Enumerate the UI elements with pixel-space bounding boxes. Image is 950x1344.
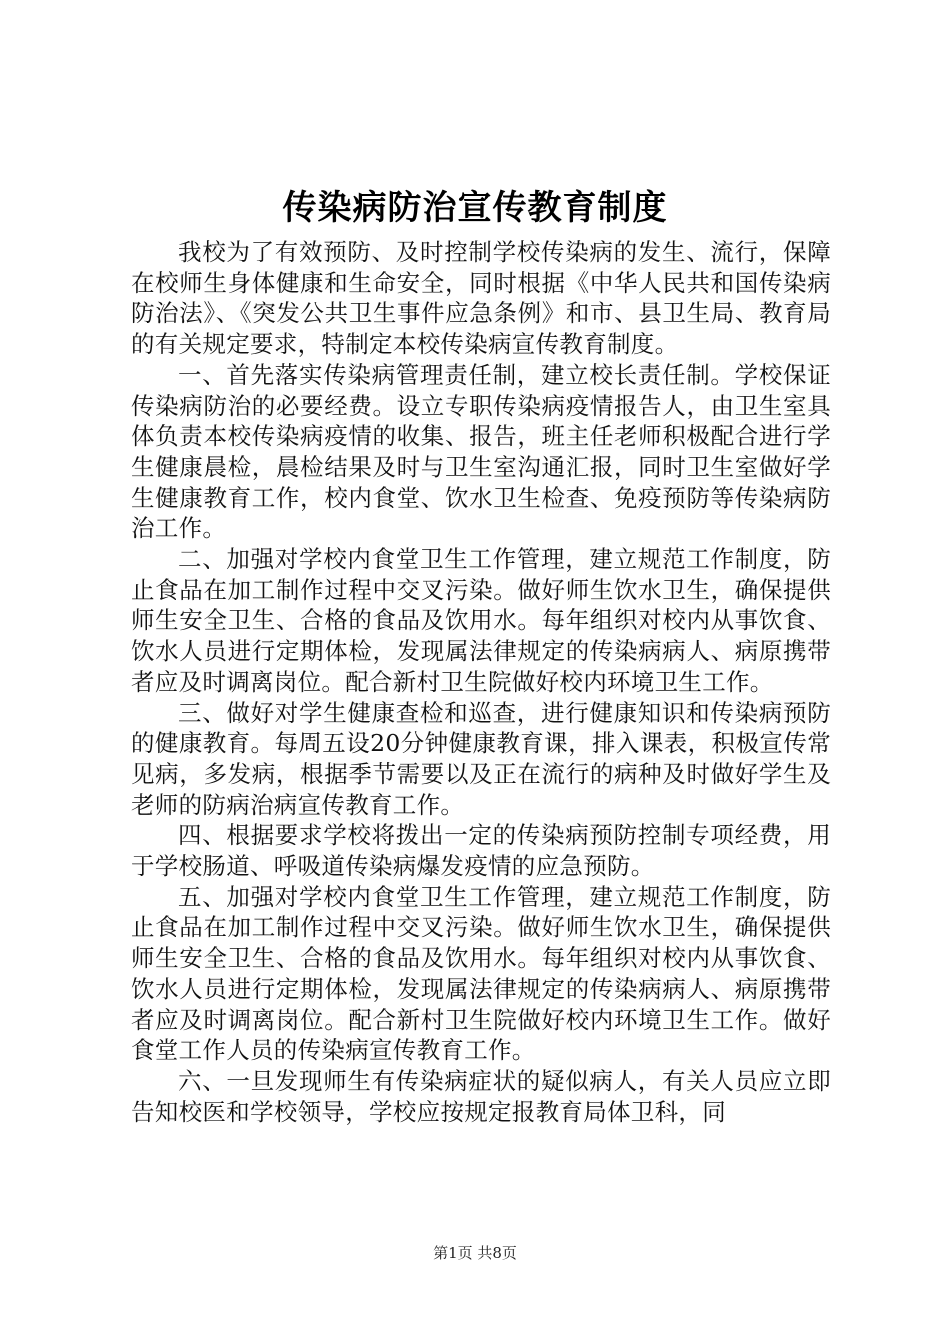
paragraph-item-1: 一、首先落实传染病管理责任制，建立校长责任制。学校保证传染病防治的必要经费。设立专职传染病疫情报告人，由卫生室具体负责本校传染病疫情的收集、报告，班主任老师积极配合进行学生健康晨检，晨检结果及时与卫生室沟通汇报，同时卫生室做好学生健康教育工作，校内食堂、饮水卫生检查、免疫预防等传染病防治工作。	[131, 360, 831, 543]
paragraph-item-5: 五、加强对学校内食堂卫生工作管理，建立规范工作制度，防止食品在加工制作过程中交叉污染。做好师生饮水卫生，确保提供师生安全卫生、合格的食品及饮用水。每年组织对校内从事饮食、饮水人员进行定期体检，发现属法律规定的传染病病人、病原携带者应及时调离岗位。配合新村卫生院做好校内环境卫生工作。做好食堂工作人员的传染病宣传教育工作。	[131, 882, 831, 1065]
paragraph-item-3: 三、做好对学生健康查检和巡查，进行健康知识和传染病预防的健康教育。每周五设20分钟健康教育课，排入课表，积极宣传常见病，多发病，根据季节需要以及正在流行的病种及时做好学生及老师的防病治病宣传教育工作。	[131, 698, 831, 819]
paragraph-item-6: 六、一旦发现师生有传染病症状的疑似病人，有关人员应立即告知校医和学校领导，学校应按规定报教育局体卫科，同	[131, 1066, 831, 1126]
document-title: 传染病防治宣传教育制度	[282, 188, 668, 228]
paragraph-item-4: 四、根据要求学校将拨出一定的传染病预防控制专项经费，用于学校肠道、呼吸道传染病爆发疫情的应急预防。	[131, 821, 831, 881]
document-body	[131, 237, 831, 1127]
paragraph-intro: 我校为了有效预防、及时控制学校传染病的发生、流行，保障在校师生身体健康和生命安全，同时根据《中华人民共和国传染病防治法》、《突发公共卫生事件应急条例》和市、县卫生局、教育局的有关规定要求，特制定本校传染病宣传教育制度。	[131, 238, 831, 359]
page-indicator: 第1页 共8页	[433, 1244, 517, 1262]
paragraph-item-2: 二、加强对学校内食堂卫生工作管理，建立规范工作制度，防止食品在加工制作过程中交叉污染。做好师生饮水卫生，确保提供师生安全卫生、合格的食品及饮用水。每年组织对校内从事饮食、饮水人员进行定期体检，发现属法律规定的传染病病人、病原携带者应及时调离岗位。配合新村卫生院做好校内环境卫生工作。	[131, 545, 831, 696]
